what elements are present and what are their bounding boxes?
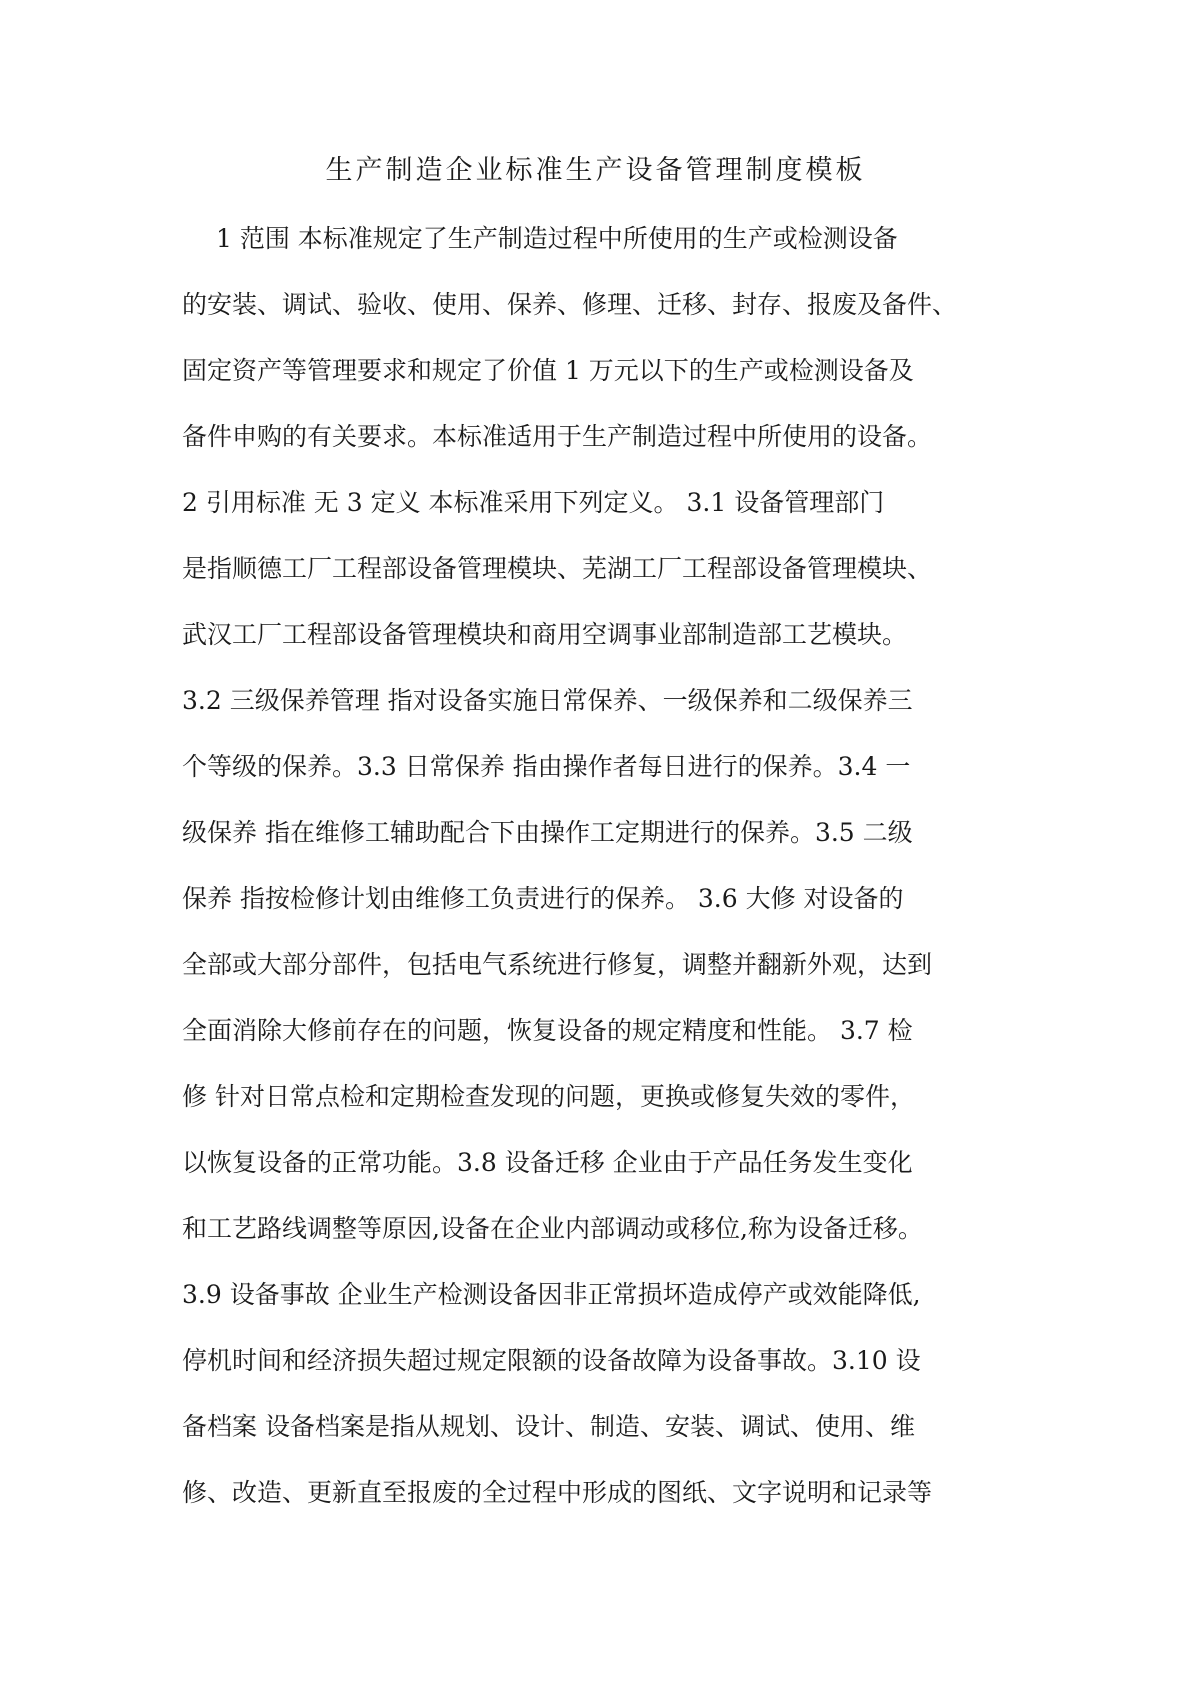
body-line: 以恢复设备的正常功能。3.8 设备迁移 企业由于产品任务发生变化 <box>182 1148 913 1177</box>
body-line: 2 引用标准 无 3 定义 本标准采用下列定义。 3.1 设备管理部门 <box>182 488 885 517</box>
body-line: 备档案 设备档案是指从规划、设计、制造、安装、调试、使用、维 <box>182 1412 915 1441</box>
body-line: 保养 指按检修计划由维修工负责进行的保养。 3.6 大修 对设备的 <box>182 884 904 913</box>
body-line: 3.2 三级保养管理 指对设备实施日常保养、一级保养和二级保养三 <box>182 686 913 715</box>
body-line: 个等级的保养。3.3 日常保养 指由操作者每日进行的保养。3.4 一 <box>182 752 911 781</box>
body-line: 修、改造、更新直至报废的全过程中形成的图纸、文字说明和记录等 <box>182 1478 933 1507</box>
document-body <box>182 206 1012 1526</box>
body-line: 是指顺德工厂工程部设备管理模块、芜湖工厂工程部设备管理模块、 <box>182 554 933 583</box>
body-line: 3.9 设备事故 企业生产检测设备因非正常损坏造成停产或效能降低, <box>182 1280 921 1309</box>
body-line: 修 针对日常点检和定期检查发现的问题，更换或修复失效的零件， <box>182 1082 915 1111</box>
document-title: 生产制造企业标准生产设备管理制度模板 <box>325 155 866 186</box>
body-line: 武汉工厂工程部设备管理模块和商用空调事业部制造部工艺模块。 <box>182 620 908 649</box>
body-line: 全部或大部分部件，包括电气系统进行修复，调整并翻新外观，达到 <box>182 950 933 979</box>
body-line: 固定资产等管理要求和规定了价值 1 万元以下的生产或检测设备及 <box>182 356 914 385</box>
body-line: 备件申购的有关要求。本标准适用于生产制造过程中所使用的设备。 <box>182 422 933 451</box>
body-line: 全面消除大修前存在的问题，恢复设备的规定精度和性能。 3.7 检 <box>182 1016 913 1045</box>
body-line: 级保养 指在维修工辅助配合下由操作工定期进行的保养。3.5 二级 <box>182 818 913 847</box>
body-line: 的安装、调试、验收、使用、保养、修理、迁移、封存、报废及备件、 <box>182 290 958 319</box>
body-line: 1 范围 本标准规定了生产制造过程中所使用的生产或检测设备 <box>216 224 898 253</box>
body-line: 和工艺路线调整等原因,设备在企业内部调动或移位,称为设备迁移。 <box>182 1214 923 1243</box>
body-line: 停机时间和经济损失超过规定限额的设备故障为设备事故。3.10 设 <box>182 1346 921 1375</box>
